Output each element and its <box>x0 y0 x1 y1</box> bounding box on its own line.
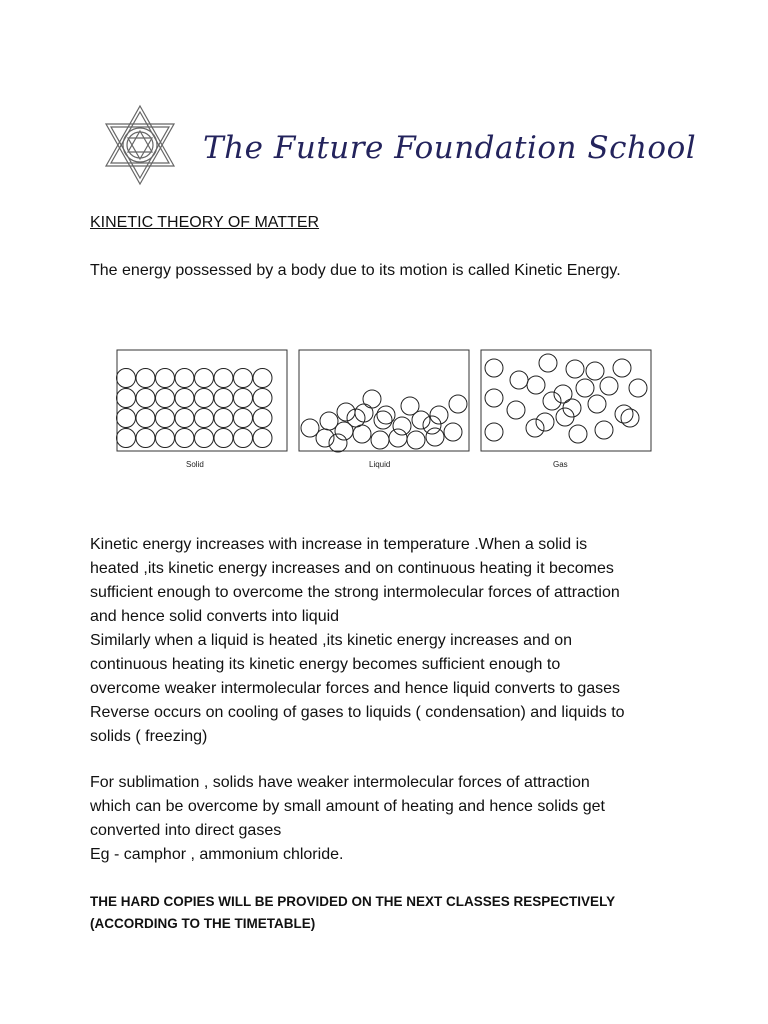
solid-panel <box>117 350 288 469</box>
solid-particle <box>117 429 136 448</box>
gas-particle <box>569 425 587 443</box>
kinetic-energy-paragraph <box>90 533 690 749</box>
solid-particle <box>136 409 155 428</box>
paragraph-line: continuous heating its kinetic energy becomes sufficient enough to <box>90 656 561 673</box>
solid-particle <box>253 429 272 448</box>
gas-particle <box>485 359 503 377</box>
solid-particle <box>117 369 136 388</box>
gas-particle <box>576 379 594 397</box>
liquid-particle <box>401 397 419 415</box>
solid-particle <box>234 389 253 408</box>
solid-particle <box>117 389 136 408</box>
paragraph-line: For sublimation , solids have weaker intermolecular forces of attraction <box>90 774 590 791</box>
solid-label: Solid <box>186 460 204 469</box>
paragraph-line: sufficient enough to overcome the strong intermolecular forces of attraction <box>90 584 620 601</box>
school-header <box>100 100 697 190</box>
paragraph-line: Kinetic energy increases with increase in temperature .When a solid is <box>90 536 588 553</box>
solid-particle <box>156 389 175 408</box>
solid-particle <box>214 409 233 428</box>
gas-panel <box>481 350 651 469</box>
paragraph-line: Reverse occurs on cooling of gases to liquids ( condensation) and liquids to <box>90 704 625 721</box>
liquid-particle <box>389 429 407 447</box>
liquid-panel <box>299 350 469 469</box>
solid-particle <box>156 429 175 448</box>
paragraph-line: converted into direct gases <box>90 822 282 839</box>
liquid-particle <box>444 423 462 441</box>
liquid-label: Liquid <box>369 460 391 469</box>
solid-particle <box>156 369 175 388</box>
solid-particle <box>234 429 253 448</box>
liquid-particle <box>337 403 355 421</box>
page-title: KINETIC THEORY OF MATTER <box>90 214 320 231</box>
gas-particle <box>543 392 561 410</box>
solid-particle <box>214 369 233 388</box>
solid-particle <box>253 389 272 408</box>
solid-particle <box>117 409 136 428</box>
liquid-particle <box>371 431 389 449</box>
solid-particle <box>253 409 272 428</box>
gas-particle <box>588 395 606 413</box>
paragraph-line: Eg - camphor , ammonium chloride. <box>90 846 344 863</box>
liquid-particle <box>353 425 371 443</box>
notice-line: THE HARD COPIES WILL BE PROVIDED ON THE NEXT CLASSES RESPECTIVELY <box>90 894 616 909</box>
liquid-particle <box>329 434 347 452</box>
paragraph-line: which can be overcome by small amount of heating and hence solids get <box>90 798 605 815</box>
gas-particle <box>507 401 525 419</box>
solid-particle <box>195 389 214 408</box>
solid-particle <box>195 429 214 448</box>
gas-label: Gas <box>553 460 568 469</box>
paragraph-line: Similarly when a liquid is heated ,its kinetic energy increases and on <box>90 632 573 649</box>
paragraph-line: and hence solid converts into liquid <box>90 608 340 625</box>
gas-particle <box>613 359 631 377</box>
gas-particle <box>539 354 557 372</box>
star-of-david-logo-icon <box>100 100 180 190</box>
paragraph-line: overcome weaker intermolecular forces and hence liquid converts to gases <box>90 680 621 697</box>
solid-particle <box>136 429 155 448</box>
liquid-particle <box>426 428 444 446</box>
gas-particle <box>586 362 604 380</box>
paragraph-line: solids ( freezing) <box>90 728 208 745</box>
liquid-particle <box>393 417 411 435</box>
states-of-matter-diagram <box>110 340 670 475</box>
solid-particle <box>175 389 194 408</box>
solid-particle <box>195 409 214 428</box>
liquid-particle <box>316 429 334 447</box>
liquid-particle <box>377 406 395 424</box>
solid-particle <box>214 429 233 448</box>
gas-particle <box>485 423 503 441</box>
notice-line: (ACCORDING TO THE TIMETABLE) <box>90 916 316 931</box>
solid-particle <box>136 369 155 388</box>
gas-particle <box>615 405 633 423</box>
solid-particle <box>234 409 253 428</box>
solid-particle <box>175 409 194 428</box>
gas-particle <box>526 419 544 437</box>
sublimation-paragraph <box>90 771 690 867</box>
solid-particle <box>214 389 233 408</box>
school-name: The Future Foundation School <box>203 130 697 166</box>
gas-particle <box>527 376 545 394</box>
liquid-particle <box>430 406 448 424</box>
gas-particle <box>629 379 647 397</box>
solid-particle <box>156 409 175 428</box>
paragraph-line: heated ,its kinetic energy increases and on continuous heating it becomes <box>90 560 614 577</box>
liquid-particle <box>363 390 381 408</box>
solid-particle <box>234 369 253 388</box>
gas-particle <box>554 385 572 403</box>
gas-particle <box>566 360 584 378</box>
gas-particle <box>621 409 639 427</box>
intro-text: The energy possessed by a body due to its motion is called Kinetic Energy. <box>90 262 621 279</box>
gas-particle <box>600 377 618 395</box>
solid-particle <box>253 369 272 388</box>
solid-particle <box>195 369 214 388</box>
hard-copies-notice <box>90 891 690 935</box>
solid-particle <box>175 369 194 388</box>
liquid-particle <box>407 431 425 449</box>
gas-particle <box>595 421 613 439</box>
gas-particle <box>485 389 503 407</box>
liquid-particle <box>449 395 467 413</box>
gas-particle <box>510 371 528 389</box>
solid-particle <box>136 389 155 408</box>
solid-particle <box>175 429 194 448</box>
gas-particle <box>536 413 554 431</box>
liquid-particle <box>423 416 441 434</box>
